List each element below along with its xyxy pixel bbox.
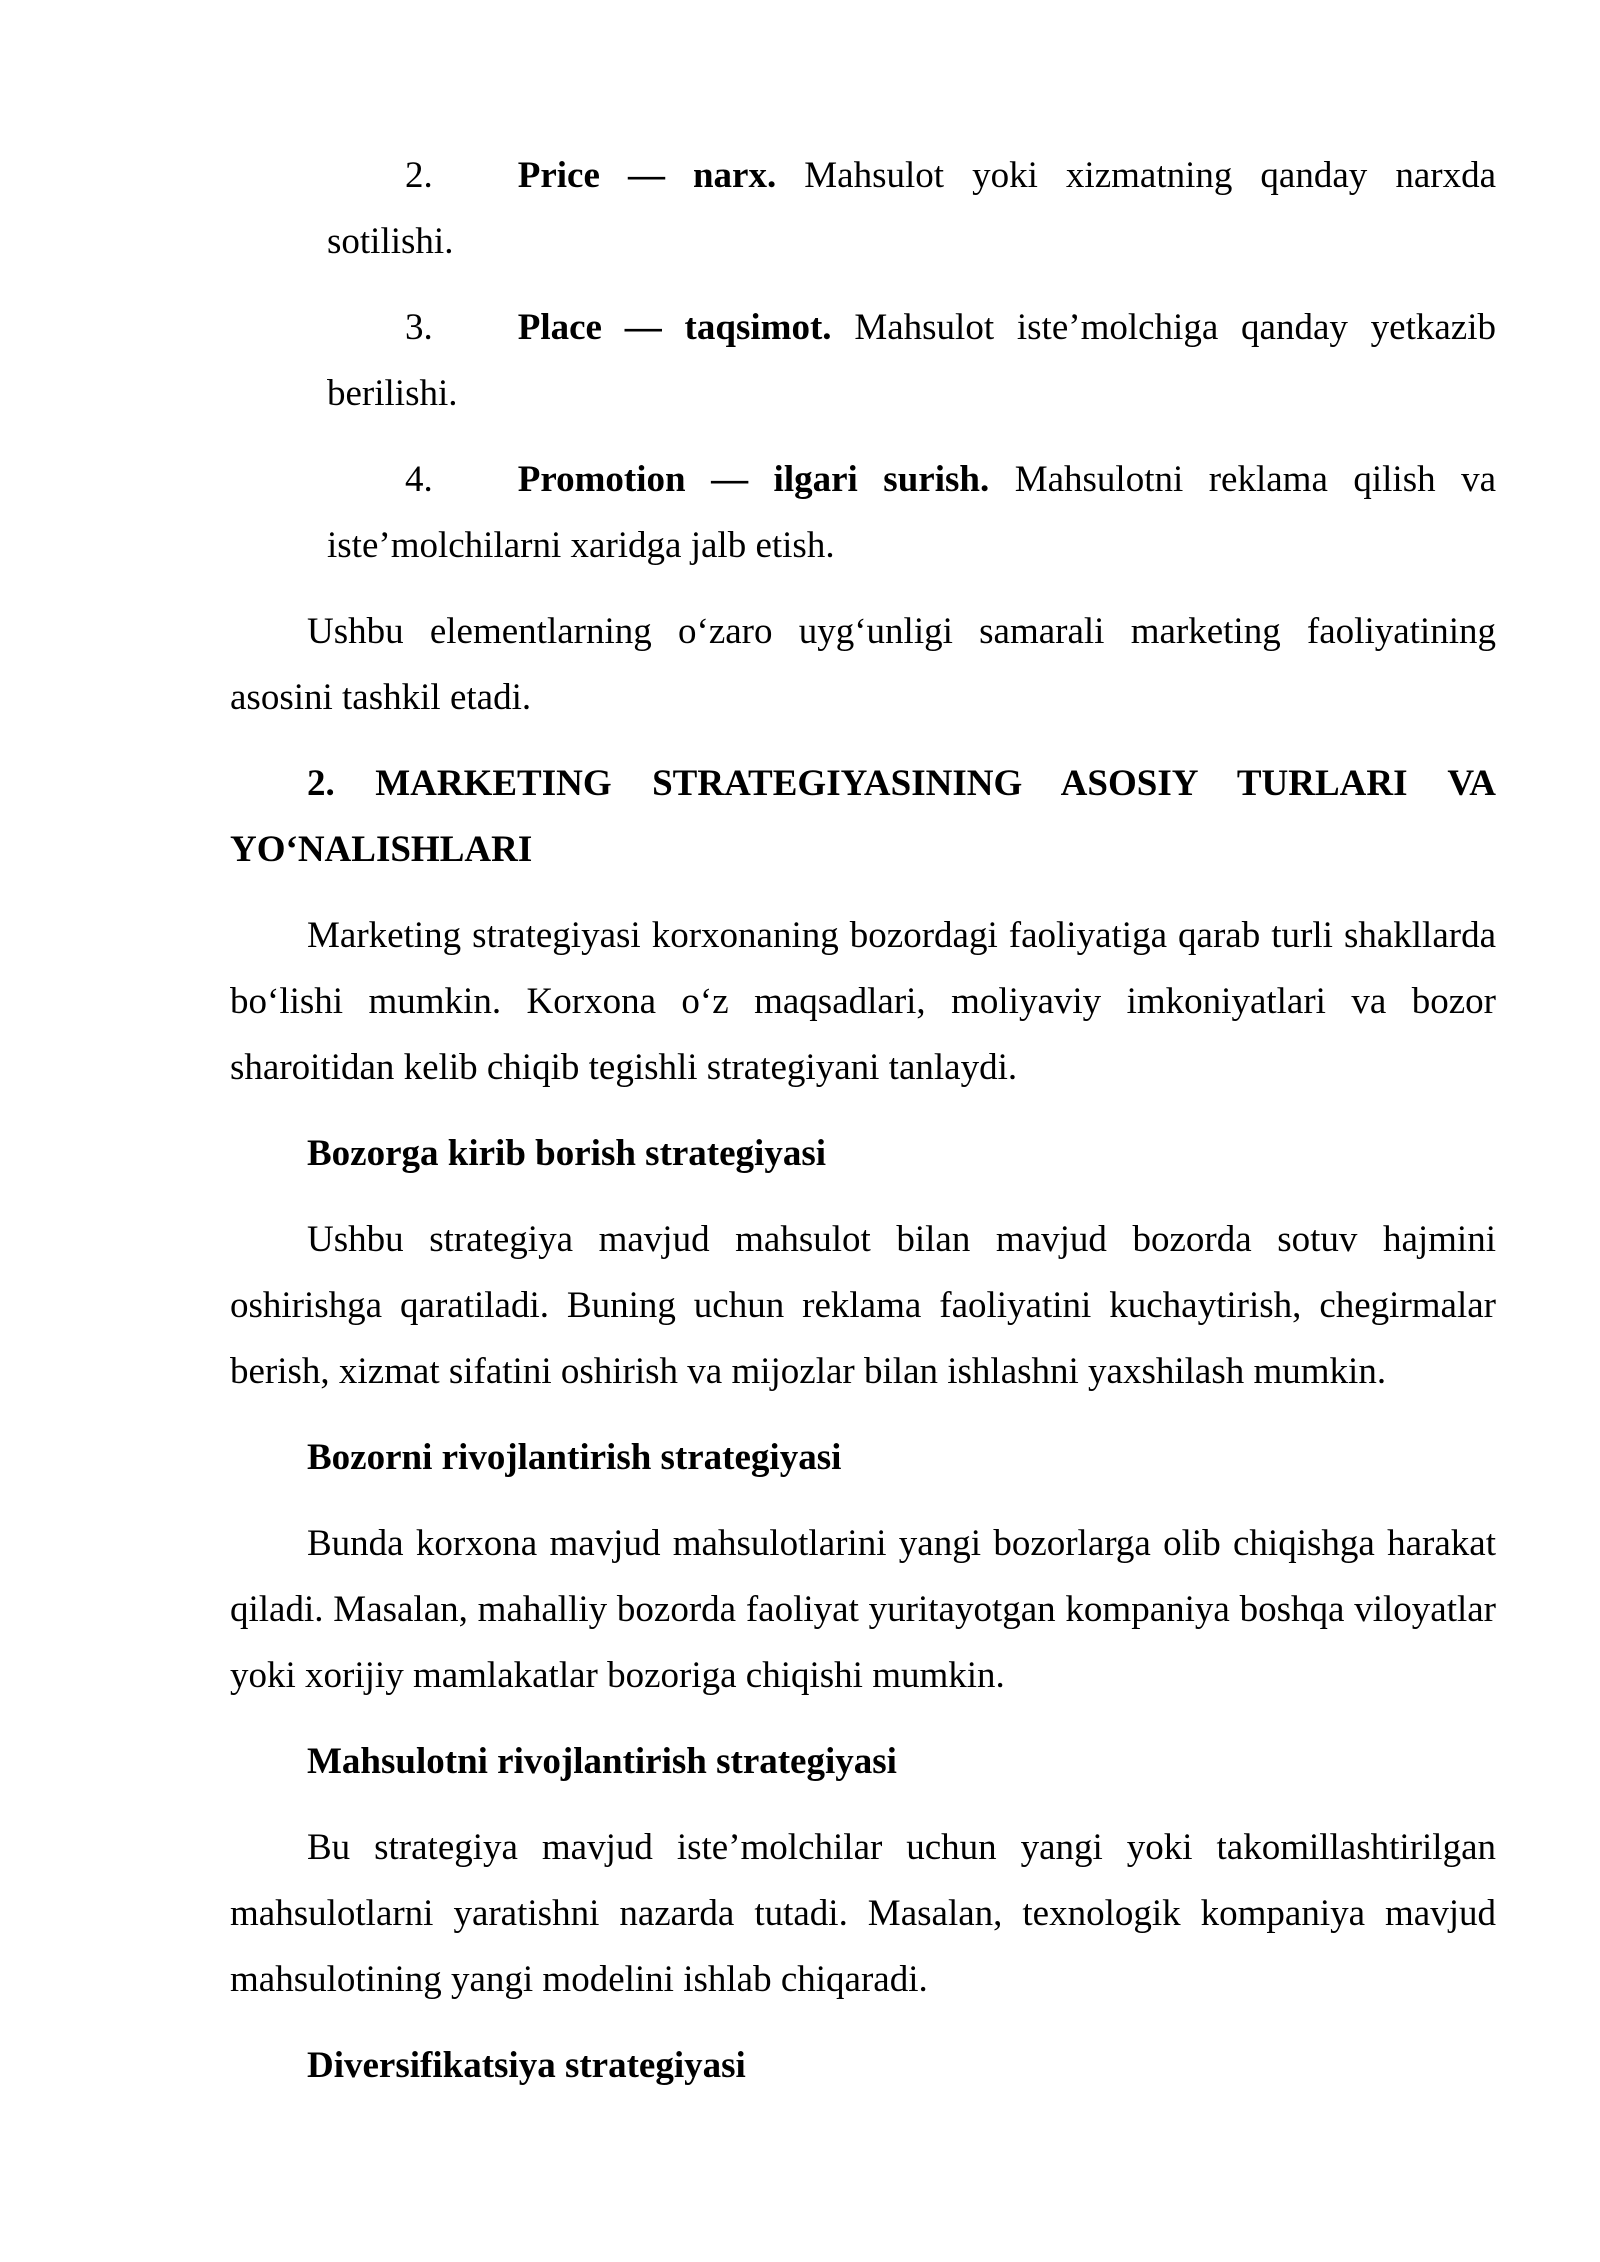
subsection-heading: Diversifikatsiya strategiyasi	[307, 2045, 746, 2086]
subsection-heading: Bozorni rivojlantirish strategiyasi	[307, 1437, 842, 1478]
list-term: Place — taqsimot.	[517, 307, 832, 348]
section-title: 2. MARKETING STRATEGIYASINING ASOSIY TURLARI VA YO‘NALISHLARI	[230, 763, 1496, 870]
section-intro-paragraph: Marketing strategiyasi korxonaning bozordagi faoliyatiga qarab turli shakllarda bo‘lishi mumkin. Korxona o‘z maqsadlari, moliyaviy imkoniyatlari va bozor sharoitidan kelib chiqib tegishli strategiyani tanlaydi.	[230, 915, 1496, 1088]
list-item-price	[327, 143, 1496, 275]
list-text-continuation: sotilishi.	[327, 221, 454, 262]
document-page	[230, 143, 1496, 2119]
list-text: Mahsulot yoki xizmatning qanday narxda	[804, 155, 1496, 196]
list-term: Promotion — ilgari surish.	[517, 459, 990, 500]
list-item-first-line	[327, 447, 1496, 513]
list-item-first-line	[327, 295, 1496, 361]
subsection-heading: Bozorga kirib borish strategiyasi	[307, 1133, 827, 1174]
list-number: 3.	[405, 307, 433, 348]
list-item-promotion	[327, 447, 1496, 579]
list-text-continuation: iste’molchilarni xaridga jalb etish.	[327, 525, 835, 566]
list-item-place	[327, 295, 1496, 427]
list-number: 4.	[405, 459, 433, 500]
list-text: Mahsulot iste’molchiga qanday yetkazib	[854, 307, 1497, 348]
list-text: Mahsulotni reklama qilish va	[1014, 459, 1497, 500]
list-item-first-line	[327, 143, 1496, 209]
subsection-heading: Mahsulotni rivojlantirish strategiyasi	[307, 1741, 897, 1782]
list-number: 2.	[405, 155, 433, 196]
summary-paragraph: Ushbu elementlarning o‘zaro uyg‘unligi samarali marketing faoliyatining asosini tashkil etadi.	[230, 611, 1496, 718]
list-term: Price — narx.	[517, 155, 777, 196]
list-text-continuation: berilishi.	[327, 373, 458, 414]
subsection-paragraph: Bunda korxona mavjud mahsulotlarini yangi bozorlarga olib chiqishga harakat qiladi. Masalan, mahalliy bozorda faoliyat yuritayotgan kompaniya boshqa viloyatlar yoki xorijiy mamlakatlar bozoriga chiqishi mumkin.	[230, 1523, 1496, 1696]
subsection-paragraph: Bu strategiya mavjud iste’molchilar uchun yangi yoki takomillashtirilgan mahsulotlarni yaratishni nazarda tutadi. Masalan, texnologik kompaniya mavjud mahsulotining yangi modelini ishlab chiqaradi.	[230, 1827, 1496, 2000]
subsection-paragraph: Ushbu strategiya mavjud mahsulot bilan mavjud bozorda sotuv hajmini oshirishga qaratiladi. Buning uchun reklama faoliyatini kuchaytirish, chegirmalar berish, xizmat sifatini oshirish va mijozlar bilan ishlashni yaxshilash mumkin.	[230, 1219, 1496, 1392]
